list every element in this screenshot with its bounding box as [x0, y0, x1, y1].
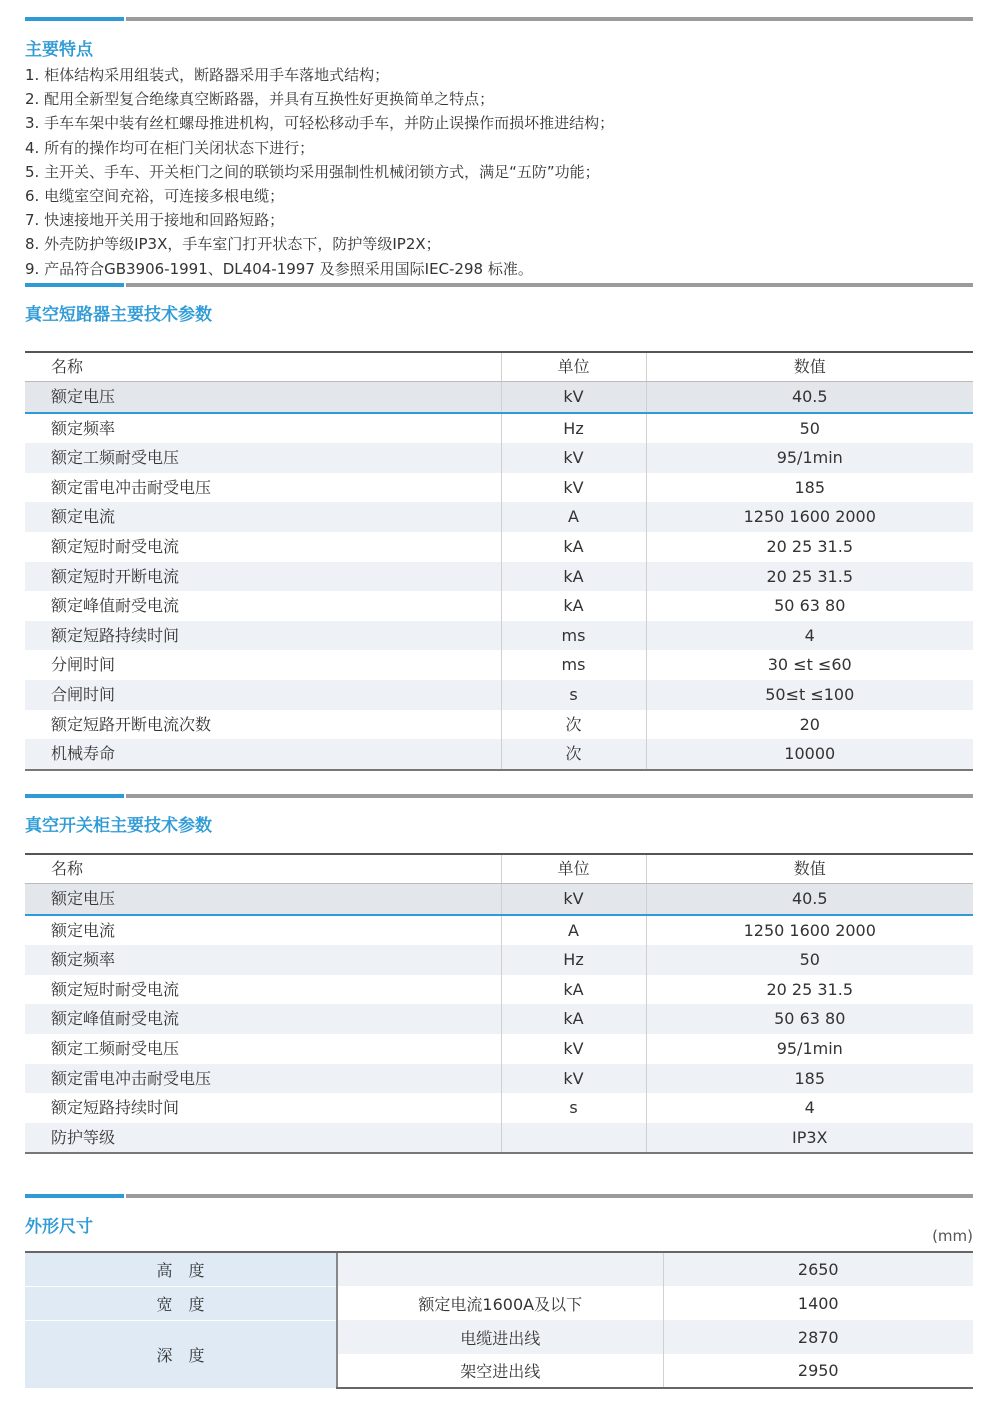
param-unit: kV [501, 1034, 646, 1064]
feature-item: 4. 所有的操作均可在柜门关闭状态下进行； [25, 138, 315, 157]
param-unit: 次 [501, 739, 646, 770]
param-value: 50≤t ≤100 [646, 680, 973, 710]
param-unit: kA [501, 975, 646, 1005]
param-value: 20 25 31.5 [766, 536, 853, 556]
param-name: 额定电压 [25, 884, 501, 915]
depth-label: 深 度 [25, 1320, 337, 1388]
table-row [25, 382, 973, 413]
param-value: 1250 1600 2000 [646, 502, 973, 532]
dimension-table [25, 1251, 973, 1389]
width-value: 1400 [797, 1293, 839, 1313]
param-name: 防护等级 [25, 1123, 501, 1154]
header-unit: 单位 [501, 854, 646, 884]
height-value: 2650 [663, 1252, 973, 1286]
width-condition: 额定电流1600A及以下 [337, 1286, 663, 1320]
table-row [25, 591, 973, 621]
features-list [25, 63, 975, 281]
cabinet-table-body [25, 884, 973, 1154]
features-title: 主要特点 [25, 40, 93, 60]
cabinet-spec-table [25, 853, 973, 1154]
table-row [25, 1064, 973, 1094]
table-row [25, 739, 973, 770]
breaker-spec-table [25, 351, 973, 771]
feature-item: 7. 快速接地开关用于接地和回路短路； [25, 211, 285, 230]
param-value: 4 [646, 621, 973, 651]
table-row [25, 532, 973, 562]
depth-overhead-value: 2950 [663, 1354, 973, 1388]
param-name: 合闸时间 [25, 680, 501, 710]
depth-cable-label: 电缆进出线 [337, 1320, 663, 1354]
table-row [25, 710, 973, 740]
height-condition [337, 1252, 663, 1286]
param-unit: kV [501, 884, 646, 915]
param-name: 分闸时间 [25, 650, 501, 680]
feature-item: 5. 主开关、手车、开关柜门之间的联锁均采用强制性机械闭锁方式，满足“五防”功能； [25, 162, 600, 181]
height-label: 高 度 [25, 1252, 337, 1286]
param-value: 20 [799, 714, 820, 734]
param-name: 额定工频耐受电压 [25, 443, 501, 473]
feature-item: 1. 柜体结构采用组装式，断路器采用手车落地式结构； [25, 66, 390, 84]
dimension-unit: (mm) [932, 1227, 973, 1245]
param-unit: A [501, 502, 646, 532]
dimension-title: 外形尺寸 [25, 1217, 93, 1237]
param-unit: kA [501, 1004, 646, 1034]
param-value: 185 [646, 1064, 973, 1094]
section-divider [25, 17, 973, 21]
table-header-row [25, 854, 973, 884]
param-unit: kV [501, 1064, 646, 1094]
param-name: 额定峰值耐受电流 [25, 591, 501, 621]
table-row [25, 945, 973, 975]
param-unit: s [501, 1093, 646, 1123]
table-row [25, 915, 973, 946]
table-row [25, 884, 973, 915]
table-header-row [25, 352, 973, 382]
table-row [25, 680, 973, 710]
param-value: 20 25 31.5 [766, 979, 853, 999]
table-row [25, 650, 973, 680]
param-unit: kA [501, 532, 646, 562]
param-value: 30 ≤t ≤60 [767, 655, 852, 675]
feature-item: 9. 产品符合GB3906-1991、DL404-1997 及参照采用国际IEC-298 标准。 [25, 259, 533, 278]
param-value: 95/1min [646, 443, 973, 473]
header-name: 名称 [25, 352, 501, 382]
table-row [25, 473, 973, 503]
param-unit: Hz [501, 413, 646, 444]
table-row [25, 975, 973, 1005]
param-unit: Hz [501, 945, 646, 975]
param-value: 10000 [646, 739, 973, 770]
cabinet-title: 真空开关柜主要技术参数 [25, 816, 212, 836]
param-name: 额定短时耐受电流 [25, 532, 501, 562]
param-name: 额定峰值耐受电流 [25, 1004, 501, 1034]
param-unit: kV [501, 443, 646, 473]
breaker-table-body [25, 382, 973, 770]
feature-item: 6. 电缆室空间充裕，可连接多根电缆； [25, 186, 285, 205]
breaker-title: 真空短路器主要技术参数 [25, 305, 212, 325]
param-name: 机械寿命 [25, 739, 501, 770]
param-name: 额定雷电冲击耐受电压 [25, 1064, 501, 1094]
param-value: 50 [799, 418, 820, 438]
param-unit [501, 1123, 646, 1154]
param-name: 额定电流 [25, 915, 501, 946]
param-name: 额定工频耐受电压 [25, 1034, 501, 1064]
param-unit: kA [501, 562, 646, 592]
param-value: 95/1min [776, 1038, 843, 1058]
param-value: 1250 1600 2000 [743, 920, 876, 940]
width-label: 宽 度 [25, 1286, 337, 1320]
depth-overhead-label: 架空进出线 [337, 1354, 663, 1388]
param-name: 额定雷电冲击耐受电压 [25, 473, 501, 503]
param-value: 50 63 80 [646, 1004, 973, 1034]
table-row [25, 443, 973, 473]
table-row [25, 621, 973, 651]
param-name: 额定短时开断电流 [25, 562, 501, 592]
header-unit: 单位 [501, 352, 646, 382]
feature-item: 8. 外壳防护等级IP3X，手车室门打开状态下，防护等级IP2X； [25, 235, 441, 254]
param-value: 185 [794, 477, 826, 497]
param-value: 50 [646, 945, 973, 975]
table-row [25, 502, 973, 532]
feature-item: 3. 手车车架中装有丝杠螺母推进机构，可轻松移动手车，并防止误操作而损坏推进结构； [25, 114, 615, 133]
param-value: 40.5 [646, 382, 973, 413]
param-name: 额定频率 [25, 945, 501, 975]
param-value: 50 63 80 [774, 596, 846, 616]
param-name: 额定短路持续时间 [25, 1093, 501, 1123]
param-unit: s [501, 680, 646, 710]
table-row [25, 1034, 973, 1064]
header-value: 数值 [646, 854, 973, 884]
param-unit: A [501, 915, 646, 946]
table-row [25, 1093, 973, 1123]
param-unit: 次 [501, 710, 646, 740]
param-value: IP3X [646, 1123, 973, 1154]
table-row [25, 413, 973, 444]
param-name: 额定短时耐受电流 [25, 975, 501, 1005]
feature-item: 2. 配用全新型复合绝缘真空断路器，并具有互换性好更换简单之特点； [25, 90, 495, 109]
table-row [25, 1123, 973, 1154]
section-divider [25, 283, 973, 287]
header-name: 名称 [25, 854, 501, 884]
param-value: 20 25 31.5 [646, 562, 973, 592]
param-name: 额定短路开断电流次数 [25, 710, 501, 740]
param-unit: kA [501, 591, 646, 621]
param-name: 额定频率 [25, 413, 501, 444]
param-name: 额定短路持续时间 [25, 621, 501, 651]
param-name: 额定电流 [25, 502, 501, 532]
depth-cable-value: 2870 [663, 1320, 973, 1354]
section-divider [25, 794, 973, 798]
param-value: 40.5 [646, 884, 973, 915]
table-row [25, 562, 973, 592]
param-unit: ms [501, 621, 646, 651]
param-unit: kV [501, 473, 646, 503]
header-value: 数值 [646, 352, 973, 382]
param-value: 4 [804, 1098, 815, 1118]
param-unit: ms [501, 650, 646, 680]
section-divider [25, 1194, 973, 1198]
table-row [25, 1004, 973, 1034]
param-name: 额定电压 [25, 382, 501, 413]
param-unit: kV [501, 382, 646, 413]
